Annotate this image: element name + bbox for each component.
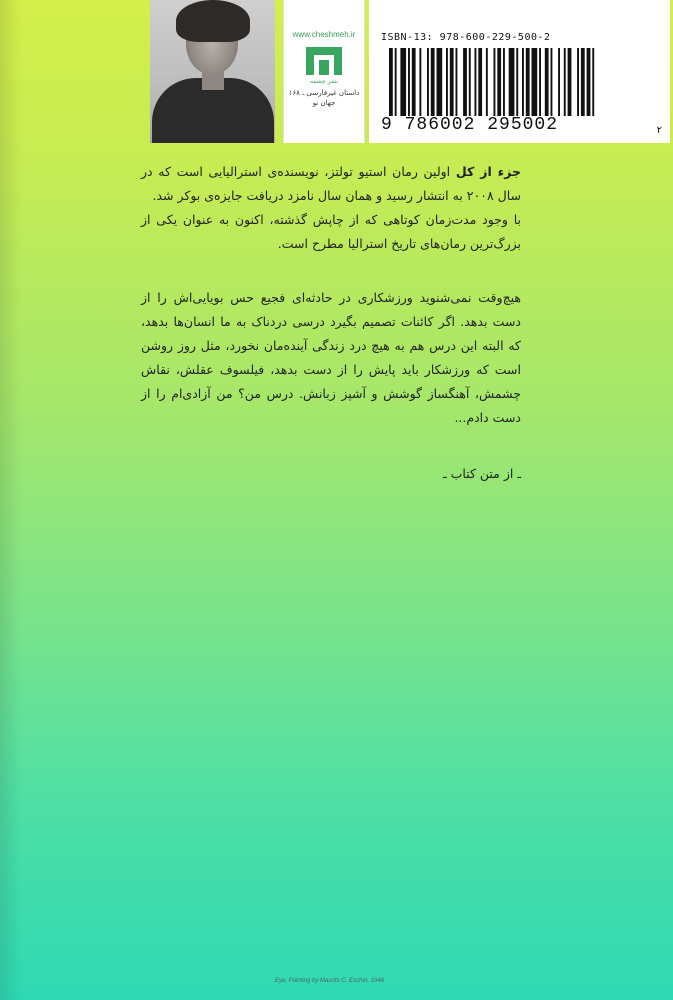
publisher-url: www.cheshmeh.ir bbox=[292, 30, 356, 39]
barcode-panel bbox=[369, 0, 670, 143]
publisher-logo-caption: نشر چشمه bbox=[310, 78, 338, 85]
series-line-2: جهان نو bbox=[312, 99, 336, 107]
excerpt-paragraph: هیچ‌وقت نمی‌شنوید ورزشکاری در حادثه‌ای فجیع حس بویایی‌اش را از دست بدهد. اگر کائنات تصمیم بگیرد درسی دردناک به ما انسان‌ها بدهد، که البته این درس هم به هیچ درد زندگی آینده‌مان نخورد، مثل روز روشن است که ورزشکار باید پایش را از دست بدهد، فیلسوف عقلش، نقاش چشمش، آهنگساز گوشش و آشپز زبانش. درس من؟ من آزادی‌ام را از دست دادم... bbox=[141, 290, 521, 425]
cover-art-credit: Eye, Painting by Maurits C. Escher, 1946 bbox=[275, 978, 385, 984]
intro-text-2: با وجود مدت‌زمان کوتاهی که از چاپش گذشته، اکنون به عنوان یکی از بزرگ‌ترین رمان‌های تاریخ استرالیا مطرح است. bbox=[141, 212, 521, 251]
top-band bbox=[150, 0, 670, 143]
intro-text: اولین رمان استیو تولتز، نویسنده‌ی استرالیایی است که در سال ۲۰۰۸ به انتشار رسید و همان سال نامزد دریافت جایزه‌ی بوکر شد. bbox=[141, 164, 521, 203]
series-line-1: داستان غیرفارسی ـ ۱۶۸ bbox=[288, 89, 360, 97]
isbn-label: ISBN-13: 978-600-229-500-2 bbox=[381, 32, 551, 43]
publisher-panel bbox=[283, 0, 365, 143]
author-hair bbox=[176, 0, 250, 42]
excerpt-source: ـ از متن کتاب ـ bbox=[442, 466, 521, 481]
book-title: جزء از کل bbox=[455, 164, 521, 179]
author-photo bbox=[150, 0, 275, 143]
intro-paragraph bbox=[141, 160, 521, 256]
barcode-digits: 9 786002 295002 bbox=[381, 115, 559, 135]
price-mark: ۲ bbox=[656, 125, 662, 136]
publisher-logo-icon bbox=[306, 47, 342, 75]
barcode-icon bbox=[389, 48, 647, 116]
